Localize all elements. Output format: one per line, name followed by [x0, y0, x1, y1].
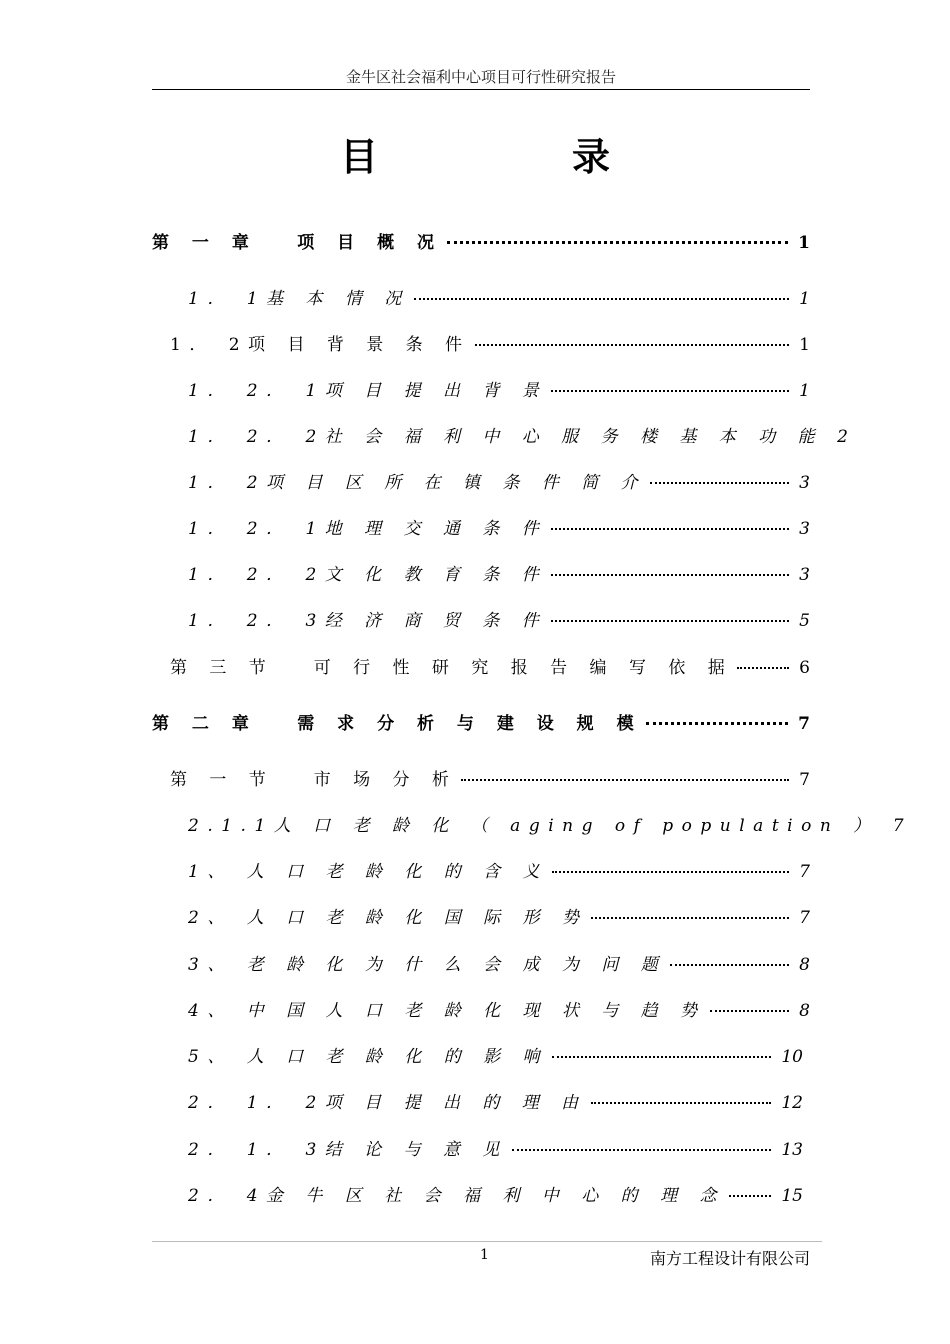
toc-entry[interactable] — [170, 765, 810, 789]
toc-entry[interactable] — [188, 950, 810, 974]
footer-rule — [152, 1241, 822, 1242]
toc-entry-page: 6 — [799, 658, 810, 678]
toc-entry[interactable] — [188, 514, 810, 538]
toc-leader-dots — [461, 779, 789, 781]
toc-entry-page: 7 — [799, 770, 810, 790]
toc-entry[interactable] — [188, 1181, 803, 1205]
toc-entry[interactable] — [170, 653, 810, 677]
toc-entry-page: 7 — [798, 714, 810, 734]
header-rule — [152, 89, 810, 90]
toc-entry-page: 1 — [798, 233, 810, 253]
toc-entry[interactable] — [188, 422, 848, 447]
toc-leader-dots — [552, 1056, 771, 1058]
toc-entry-page: 3 — [799, 473, 810, 493]
toc-leader-dots — [447, 241, 789, 244]
toc-entry-page: 7 — [892, 816, 904, 836]
toc-entry-label: 2． 1． 3结 论 与 意 见 — [188, 1140, 508, 1160]
toc-entry[interactable] — [188, 376, 810, 400]
toc-entry-page: 7 — [799, 862, 810, 882]
toc-entry-page: 3 — [799, 519, 810, 539]
toc-entry-page: 15 — [781, 1186, 803, 1206]
toc-entry-label: 4、 中 国 人 口 老 龄 化 现 状 与 趋 势 — [188, 1001, 706, 1021]
toc-entry-label: 第 一 节 市 场 分 析 — [170, 770, 458, 790]
toc-entry[interactable] — [188, 284, 810, 308]
toc-entry-page: 2 — [837, 427, 848, 447]
toc-leader-dots — [591, 917, 789, 919]
toc-leader-dots — [591, 1102, 772, 1104]
toc-entry-label: 2、 人 口 老 龄 化 国 际 形 势 — [188, 908, 588, 928]
toc-entry-page: 1 — [799, 335, 810, 355]
toc-entry[interactable] — [188, 1135, 803, 1159]
footer-page-number: 1 — [480, 1247, 489, 1263]
toc-leader-dots — [551, 528, 789, 530]
toc-leader-dots — [512, 1149, 771, 1151]
toc-entry-label: 1． 2． 1项 目 提 出 背 景 — [188, 381, 548, 401]
toc-entry[interactable] — [152, 709, 810, 733]
toc-entry-label: 1、 人 口 老 龄 化 的 含 义 — [188, 862, 549, 882]
toc-entry-label: 1． 2项 目 背 景 条 件 — [170, 335, 471, 355]
toc-entry[interactable] — [188, 1088, 803, 1112]
toc-entry-label: 2.1.1人 口 老 龄 化 （ aging of population ） — [188, 816, 879, 836]
toc-title-char-2: 录 — [571, 134, 610, 179]
toc-leader-dots — [670, 964, 789, 966]
toc-leader-dots — [737, 667, 789, 669]
toc-entry[interactable] — [188, 606, 810, 630]
toc-entry[interactable] — [188, 903, 810, 927]
toc-entry[interactable] — [188, 468, 810, 492]
toc-entry-label: 3、 老 龄 化 为 什 么 会 成 为 问 题 — [188, 955, 667, 975]
toc-entry[interactable] — [188, 1042, 803, 1066]
running-header: 金牛区社会福利中心项目可行性研究报告 — [345, 68, 616, 86]
toc-leader-dots — [414, 298, 789, 300]
toc-entry-label: 2． 1． 2项 目 提 出 的 理 由 — [188, 1093, 587, 1113]
toc-entry[interactable] — [170, 330, 810, 354]
toc-entry-label: 1． 2． 2文 化 教 育 条 件 — [188, 565, 548, 585]
toc-leader-dots — [551, 620, 789, 622]
toc-leader-dots — [551, 390, 789, 392]
toc-leader-dots — [729, 1195, 771, 1197]
toc-entry-label: 2． 4金 牛 区 社 会 福 利 中 心 的 理 念 — [188, 1186, 725, 1206]
toc-entry-label: 1． 2项 目 区 所 在 镇 条 件 简 介 — [188, 473, 647, 493]
toc-entry-label: 1． 1基 本 情 况 — [188, 289, 410, 309]
toc-entry-label: 第 一 章 项 目 概 况 — [152, 233, 443, 253]
toc-entry[interactable] — [188, 996, 810, 1020]
toc-entry-label: 1． 2． 1地 理 交 通 条 件 — [188, 519, 548, 539]
toc-leader-dots — [650, 482, 789, 484]
toc-entry[interactable] — [188, 560, 810, 584]
toc-entry-label: 5、 人 口 老 龄 化 的 影 响 — [188, 1047, 549, 1067]
toc-title — [340, 126, 610, 181]
toc-entry-page: 5 — [799, 611, 810, 631]
toc-leader-dots — [710, 1010, 790, 1012]
toc-title-char-1: 目 — [340, 134, 379, 179]
footer-company: 南方工程设计有限公司 — [650, 1249, 811, 1268]
toc-entry-label: 1． 2． 2社 会 福 利 中 心 服 务 楼 基 本 功 能 — [188, 427, 824, 447]
toc-entry-page: 13 — [781, 1140, 803, 1160]
toc-entry-label: 第 二 章 需 求 分 析 与 建 设 规 模 — [152, 714, 643, 734]
toc-entry-label: 1． 2． 3经 济 商 贸 条 件 — [188, 611, 548, 631]
toc-entry-label: 第 三 节 可 行 性 研 究 报 告 编 写 依 据 — [170, 658, 734, 678]
toc-entry-page: 3 — [799, 565, 810, 585]
toc-leader-dots — [475, 344, 790, 346]
toc-entry[interactable] — [152, 228, 810, 252]
toc-entry-page: 7 — [799, 908, 810, 928]
toc-leader-dots — [551, 574, 789, 576]
toc-entry-page: 8 — [799, 1001, 810, 1021]
toc-entry-page: 1 — [799, 381, 810, 401]
toc-leader-dots — [552, 871, 789, 873]
toc-entry[interactable] — [188, 811, 904, 836]
toc-entry-page: 12 — [781, 1093, 803, 1113]
toc-entry[interactable] — [188, 857, 810, 881]
toc-entry-page: 1 — [799, 289, 810, 309]
toc-entry-page: 10 — [781, 1047, 803, 1067]
toc-entry-page: 8 — [799, 955, 810, 975]
toc-leader-dots — [646, 722, 788, 725]
